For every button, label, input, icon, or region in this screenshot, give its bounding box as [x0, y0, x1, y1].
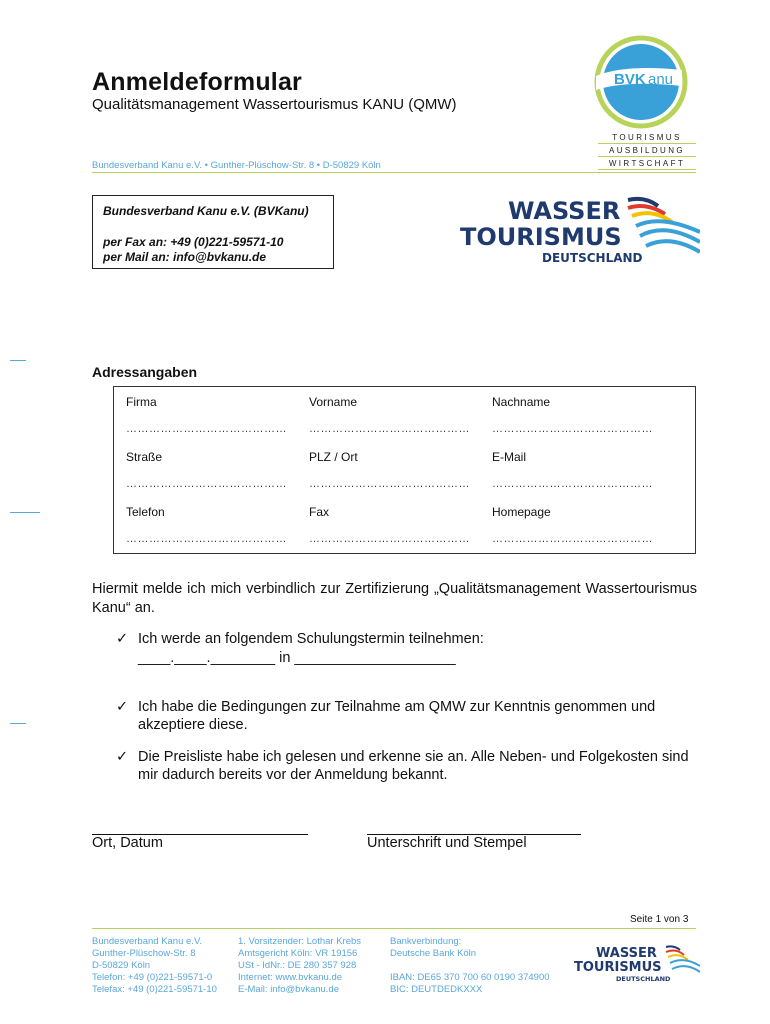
- footer-wassertourismus-logo: [574, 942, 700, 984]
- footer-court: Amtsgericht Köln: VR 19156: [238, 948, 358, 959]
- address-form: [113, 386, 696, 554]
- footer-bank-name: Deutsche Bank Köln: [390, 948, 477, 959]
- footer-city: D-50829 Köln: [92, 960, 151, 971]
- footer-bic: BIC: DEUTDEDKXXX: [390, 984, 483, 995]
- recipient-name: Bundesverband Kanu e.V. (BVKanu): [103, 204, 309, 218]
- tagline-tourismus: TOURISMUS: [598, 131, 696, 144]
- footer-logo-line3: DEUTSCHLAND: [616, 975, 671, 983]
- bvkanu-logo: [586, 34, 696, 144]
- hole-mark: [10, 512, 40, 513]
- footer-fax: Telefax: +49 (0)221-59571-10: [92, 984, 217, 995]
- check-item-pricelist-text: Die Preisliste habe ich gelesen und erkenne sie an. Alle Neben- und Folgekosten sind mir dadurch bereits vor der Anmeldung bekannt.: [138, 749, 689, 783]
- address-section-title: Adressangaben: [92, 364, 198, 380]
- place-date-label: Ort, Datum: [92, 835, 163, 851]
- field-plz-ort[interactable]: ……………………………………: [309, 478, 470, 490]
- check-item-conditions-text: Ich habe die Bedingungen zur Teilnahme am QMW zur Kenntnis genommen und akzeptiere diese.: [138, 699, 656, 733]
- wt-logo-line1: WASSER: [508, 197, 621, 225]
- label-nachname: Nachname: [492, 395, 551, 409]
- recipient-fax: per Fax an: +49 (0)221-59571-10: [103, 235, 284, 249]
- label-plz-ort: PLZ / Ort: [309, 450, 358, 464]
- check-item-training: [116, 630, 701, 670]
- logo-brand-light: anu: [648, 71, 674, 88]
- check-item-pricelist: [116, 748, 701, 788]
- checkmark-icon[interactable]: ✓: [116, 631, 129, 647]
- page-subtitle: Qualitätsmanagement Wassertourismus KANU (QMW): [92, 96, 457, 113]
- page-title: Anmeldeformular: [92, 68, 302, 96]
- sender-address-line: Bundesverband Kanu e.V. • Gunther-Plüschow-Str. 8 • D-50829 Köln: [92, 160, 381, 171]
- label-email: E-Mail: [492, 450, 527, 464]
- checkmark-icon[interactable]: ✓: [116, 749, 129, 765]
- footer-bank: [390, 936, 550, 996]
- header-divider: [92, 172, 696, 173]
- field-vorname[interactable]: ……………………………………: [309, 423, 470, 435]
- footer-divider: [92, 928, 696, 929]
- tagline-ausbildung: AUSBILDUNG: [598, 144, 696, 157]
- label-fax: Fax: [309, 505, 330, 519]
- label-vorname: Vorname: [309, 395, 358, 409]
- fold-mark-bottom: [10, 723, 26, 724]
- label-homepage: Homepage: [492, 505, 551, 519]
- footer-phone: Telefon: +49 (0)221-59571-0: [92, 972, 213, 983]
- footer-spacer: [390, 960, 550, 972]
- field-email[interactable]: ……………………………………: [492, 478, 653, 490]
- logo-taglines: [598, 131, 696, 170]
- field-nachname[interactable]: ……………………………………: [492, 423, 653, 435]
- page-number: Seite 1 von 3: [630, 914, 689, 925]
- footer-logo-line1: WASSER: [596, 946, 657, 961]
- wt-logo-line3: DEUTSCHLAND: [542, 251, 643, 265]
- footer-logo-line2: TOURISMUS: [574, 960, 662, 975]
- footer-email: E-Mail: info@bvkanu.de: [238, 984, 339, 995]
- footer-iban: IBAN: DE65 370 700 60 0190 374900: [390, 972, 550, 983]
- fold-mark-top: [10, 360, 26, 361]
- field-homepage[interactable]: ……………………………………: [492, 533, 653, 545]
- wassertourismus-logo: [460, 192, 700, 272]
- footer-org: Bundesverband Kanu e.V.: [92, 936, 203, 947]
- recipient-box: [92, 195, 334, 269]
- wt-logo-line2: TOURISMUS: [460, 223, 622, 251]
- footer-website: Internet: www.bvkanu.de: [238, 972, 343, 983]
- checkmark-icon[interactable]: ✓: [116, 699, 129, 715]
- footer-bank-title: Bankverbindung:: [390, 936, 462, 947]
- training-date-field[interactable]: ____.____.________ in ____________________: [138, 650, 456, 666]
- tagline-wirtschaft: WIRTSCHAFT: [598, 157, 696, 170]
- check-item-conditions: [116, 698, 701, 738]
- footer-street: Gunther-Plüschow-Str. 8: [92, 948, 196, 959]
- label-telefon: Telefon: [126, 505, 165, 519]
- check-item-training-text: Ich werde an folgendem Schulungstermin teilnehmen:: [138, 631, 484, 647]
- label-strasse: Straße: [126, 450, 163, 464]
- field-telefon[interactable]: ……………………………………: [126, 533, 287, 545]
- signature-label: Unterschrift und Stempel: [367, 835, 527, 851]
- recipient-mail: per Mail an: info@bvkanu.de: [103, 250, 267, 264]
- registration-statement: Hiermit melde ich mich verbindlich zur Zertifizierung „Qualitätsmanagement Wassertourismus Kanu“ an.: [92, 581, 697, 616]
- field-firma[interactable]: ……………………………………: [126, 423, 287, 435]
- footer-legal: [238, 936, 361, 996]
- label-firma: Firma: [126, 395, 157, 409]
- field-fax[interactable]: ……………………………………: [309, 533, 470, 545]
- footer-address: [92, 936, 217, 996]
- logo-brand-bold: BVK: [614, 71, 646, 88]
- footer-chair: 1. Vorsitzender: Lothar Krebs: [238, 936, 362, 947]
- footer-vat: USt - IdNr.: DE 280 357 928: [238, 960, 357, 971]
- field-strasse[interactable]: ……………………………………: [126, 478, 287, 490]
